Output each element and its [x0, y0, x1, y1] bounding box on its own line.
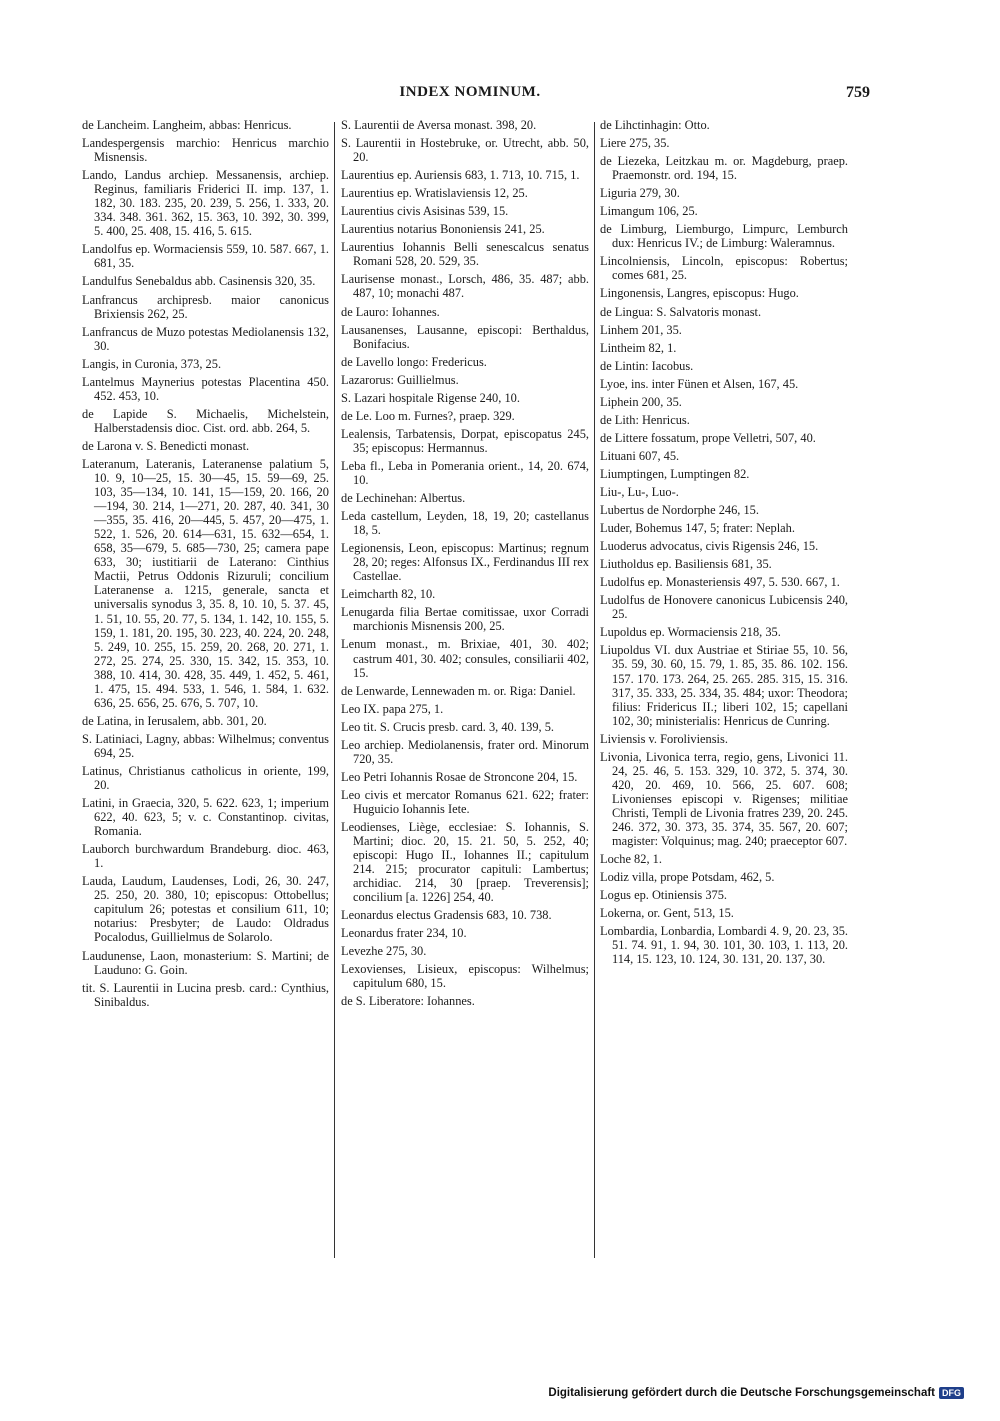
- index-entry: Laudunense, Laon, monasterium: S. Martini; de Lauduno: G. Goin.: [82, 948, 329, 977]
- index-column-2: [341, 118, 589, 1258]
- index-entry: de Le. Loo m. Furnes?, praep. 329.: [341, 408, 515, 423]
- index-entry: Landespergensis marchio: Henricus marchio Misnensis.: [82, 136, 329, 165]
- index-entry: Lyoe, ins. inter Fünen et Alsen, 167, 45.: [600, 376, 799, 391]
- index-entry: Laurentius notarius Bononiensis 241, 25.: [341, 222, 545, 237]
- index-entry: Lausanenses, Lausanne, episcopi: Berthaldus, Bonifacius.: [341, 322, 589, 351]
- index-entry: Lintheim 82, 1.: [600, 340, 677, 355]
- index-entry: S. Latiniaci, Lagny, abbas: Wilhelmus; conventus 694, 25.: [82, 731, 329, 760]
- index-entry: Liumptingen, Lumptingen 82.: [600, 466, 750, 481]
- index-entry: Lealensis, Tarbatensis, Dorpat, episcopatus 245, 35; episcopus: Hermannus.: [341, 426, 589, 455]
- index-entry: Laurentius ep. Wratislaviensis 12, 25.: [341, 186, 528, 201]
- index-entry: Leo archiep. Mediolanensis, frater ord. Minorum 720, 35.: [341, 737, 589, 766]
- index-entry: Leo tit. S. Crucis presb. card. 3, 40. 139, 5.: [341, 719, 555, 734]
- index-entry: de Lingua: S. Salvatoris monast.: [600, 304, 762, 319]
- index-entry: Leba fl., Leba in Pomerania orient., 14, 20. 674, 10.: [341, 458, 589, 487]
- index-entry: Leonardus frater 234, 10.: [341, 926, 467, 941]
- index-entry: de Lith: Henricus.: [600, 412, 690, 427]
- index-entry: Ludolfus de Honovere canonicus Lubicensis 240, 25.: [600, 593, 848, 622]
- index-entry: Leimcharth 82, 10.: [341, 587, 436, 602]
- index-entry: Lateranum, Lateranis, Lateranense palatium 5, 10. 9, 10—25, 15. 30—45, 15. 59—69, 25. 103, 35—134, 10. 141, 15—159, 20. 166, 20—194, 30. 214, 1—271, 20. 287, 40. 341, 30—355, 35. 416, 20—445, 5. 457, 20—475, 1. 522, 1. 526, 20. 614—631, 15. 632—654, 1. 658, 35—679, 5. 685—730, 25; camera pape 633, 30; iustitiarii de Laterano: Cinthius Mactii, Petrus Oddonis Rizuruli; concilium Lateranense a. 1215, generale, sancta et universalis synodus 3, 35. 8, 10. 10, 5. 37. 45, 1. 51, 10. 55, 20. 77, 5. 134, 1. 142, 10. 155, 5. 159, 1. 181, 20. 195, 30. 223, 40. 224, 20. 248, 5. 249, 10. 255, 15. 259, 20. 268, 20. 271, 1. 272, 25. 274, 25. 330, 15. 342, 15. 353, 10. 388, 10. 414, 30. 428, 35. 449, 1. 452, 5. 461, 1. 475, 15. 494. 533, 1. 546, 1. 584, 1. 632. 636, 25. 656, 25. 676, 5. 707, 10.: [82, 456, 329, 710]
- running-title: INDEX NOMINUM.: [399, 84, 541, 100]
- index-entry: Lupoldus ep. Wormaciensis 218, 35.: [600, 625, 781, 640]
- index-entry: Lanfrancus archipresb. maior canonicus Brixiensis 262, 25.: [82, 292, 329, 321]
- index-entry: de Lintin: Iacobus.: [600, 358, 694, 373]
- index-entry: Laurentius ep. Auriensis 683, 1. 713, 10. 715, 1.: [341, 168, 580, 183]
- index-entry: de Larona v. S. Benedicti monast.: [82, 438, 250, 453]
- index-entry: Luder, Bohemus 147, 5; frater: Neplah.: [600, 521, 795, 536]
- index-entry: S. Laurentii de Aversa monast. 398, 20.: [341, 118, 537, 132]
- index-entry: de Lenwarde, Lennewaden m. or. Riga: Daniel.: [341, 683, 576, 698]
- index-entry: Laurentius civis Asisinas 539, 15.: [341, 204, 509, 219]
- index-entry: Lexovienses, Lisieux, episcopus: Wilhelmus; capitulum 680, 15.: [341, 962, 589, 991]
- index-entry: Lanfrancus de Muzo potestas Mediolanensis 132, 30.: [82, 324, 329, 353]
- index-entry: de Lauro: Iohannes.: [341, 304, 440, 319]
- index-entry: Lingonensis, Langres, episcopus: Hugo.: [600, 286, 799, 301]
- index-entry: Lazarorus: Guillielmus.: [341, 372, 459, 387]
- index-entry: Loche 82, 1.: [600, 852, 662, 867]
- index-entry: Langis, in Curonia, 373, 25.: [82, 356, 222, 371]
- index-entry: Lincolniensis, Lincoln, episcopus: Robertus; comes 681, 25.: [600, 254, 848, 283]
- index-entry: de Lancheim. Langheim, abbas: Henricus.: [82, 118, 292, 132]
- index-entry: S. Lazari hospitale Rigense 240, 10.: [341, 390, 520, 405]
- index-entry: Liviensis v. Foroliviensis.: [600, 731, 728, 746]
- dfg-logo: DFG: [939, 1387, 964, 1399]
- index-entry: de Limburg, Liemburgo, Limpurc, Lemburch dux: Henricus IV.; de Limburg: Waleramnus.: [600, 222, 848, 251]
- page-footer: [548, 1387, 964, 1399]
- index-entry: de Lavello longo: Fredericus.: [341, 354, 487, 369]
- funding-note: Digitalisierung gefördert durch die Deutsche Forschungsgemeinschaft: [548, 1387, 935, 1399]
- index-entry: Leodienses, Liège, ecclesiae: S. Iohannis, S. Martini; dioc. 20, 15. 21. 50, 5. 252, 40; episcopi: Hugo II., Iohannes II.; capitulum 214. 215; procurator capituli: Lambertus; archidiac. 214, 30 [praep. Treverensis]; concilium [a. 1226] 254, 40.: [341, 819, 589, 905]
- index-entry: Lubertus de Nordorphe 246, 15.: [600, 503, 759, 518]
- index-entry: Leo civis et mercator Romanus 621. 622; frater: Huguicio Iohannis Iete.: [341, 787, 589, 816]
- index-entry: S. Laurentii in Hostebruke, or. Utrecht, abb. 50, 20.: [341, 136, 589, 165]
- index-entry: Lodiz villa, prope Potsdam, 462, 5.: [600, 870, 775, 885]
- index-entry: Leo IX. papa 275, 1.: [341, 701, 444, 716]
- index-entry: Lombardia, Lonbardia, Lombardi 4. 9, 20. 23, 35. 51. 74. 91, 1. 94, 30. 101, 30. 103, 1. 113, 20. 114, 15. 123, 10. 124, 30. 131, 20. 137, 30.: [600, 924, 848, 967]
- index-entry: Limangum 106, 25.: [600, 204, 698, 219]
- index-entry: Landulfus Senebaldus abb. Casinensis 320, 35.: [82, 274, 316, 289]
- index-entry: Ludolfus ep. Monasteriensis 497, 5. 530. 667, 1.: [600, 575, 840, 590]
- page-header: [80, 84, 870, 106]
- index-entry: de S. Liberatore: Iohannes.: [341, 994, 475, 1009]
- index-entry: Laurentius Iohannis Belli senescalcus senatus Romani 528, 20. 529, 35.: [341, 240, 589, 269]
- index-entry: de Latina, in Ierusalem, abb. 301, 20.: [82, 713, 267, 728]
- index-entry: Liupoldus VI. dux Austriae et Stiriae 55, 10. 56, 35. 59, 30. 60, 15. 79, 1. 85, 35. 86. 102. 156. 157. 170. 173. 264, 25. 265. 285. 315, 15. 316. 317, 35. 333, 25. 334, 35. 484; uxor: Theodora; filius: Fridericus II.; liberi 102, 15; capellani 102, 30; ministerialis: Henricus de Cunring.: [600, 643, 848, 728]
- index-entry: Levezhe 275, 30.: [341, 944, 427, 959]
- index-entry: Lokerna, or. Gent, 513, 15.: [600, 906, 734, 921]
- index-entry: de Lihctinhagin: Otto.: [600, 118, 710, 132]
- index-entry: Lenugarda filia Bertae comitissae, uxor Corradi marchionis Misnensis 200, 25.: [341, 605, 589, 634]
- index-entry: Liutholdus ep. Basiliensis 681, 35.: [600, 557, 772, 572]
- index-entry: de Liezeka, Leitzkau m. or. Magdeburg, praep. Praemonstr. ord. 194, 15.: [600, 154, 848, 183]
- index-entry: Lituani 607, 45.: [600, 448, 680, 463]
- index-entry: Linhem 201, 35.: [600, 322, 682, 337]
- index-entry: Lauborch burchwardum Brandeburg. dioc. 463, 1.: [82, 842, 329, 871]
- index-entry: Leda castellum, Leyden, 18, 19, 20; castellanus 18, 5.: [341, 509, 589, 538]
- index-entry: Legionensis, Leon, episcopus: Martinus; regnum 28, 20; reges: Alfonsus IX., Ferdinandus III rex Castellae.: [341, 541, 589, 584]
- index-column-3: [600, 118, 848, 1258]
- column-divider: [594, 122, 595, 1258]
- column-divider: [334, 122, 335, 1258]
- index-entry: Lando, Landus archiep. Messanensis, archiep. Reginus, familiaris Friderici II. imp. 137, 1. 182, 30. 183. 235, 20. 239, 5. 256, 1. 333, 20. 334. 348. 361. 362, 15. 363, 10. 392, 30. 399, 5. 400, 25. 408, 15. 416, 5. 615.: [82, 168, 329, 239]
- index-entry: Lantelmus Maynerius potestas Placentina 450. 452. 453, 10.: [82, 374, 329, 403]
- index-entry: de Littere fossatum, prope Velletri, 507, 40.: [600, 430, 816, 445]
- index-entry: Laurisense monast., Lorsch, 486, 35. 487; abb. 487, 10; monachi 487.: [341, 272, 589, 301]
- index-entry: Latinus, Christianus catholicus in oriente, 199, 20.: [82, 763, 329, 793]
- index-entry: Latini, in Graecia, 320, 5. 622. 623, 1; imperium 622, 40. 623, 5; v. c. Constantinop. civitas, Romania.: [82, 796, 329, 839]
- page-number: 759: [846, 84, 870, 101]
- index-entry: Landolfus ep. Wormaciensis 559, 10. 587. 667, 1. 681, 35.: [82, 242, 329, 271]
- index-entry: Liere 275, 35.: [600, 136, 670, 151]
- index-entry: Livonia, Livonica terra, regio, gens, Livonici 11. 24, 25. 46, 5. 153. 329, 10. 372, 5. 374, 30. 420, 20. 469, 10. 566, 25. 607. 608; Livonienses episcopi v. Rigenses; militiae Christi, Templi de Livonia fratres 239, 20. 245. 246. 372, 30. 373, 35. 374, 35. 567, 20. 607; magister: Volquinus; mag. 240; praeceptor 607.: [600, 749, 848, 849]
- index-entry: Liguria 279, 30.: [600, 186, 680, 201]
- index-entry: tit. S. Laurentii in Lucina presb. card.: Cynthius, Sinibaldus.: [82, 980, 329, 1009]
- index-entry: Liu-, Lu-, Luo-.: [600, 484, 679, 499]
- index-entry: Logus ep. Otiniensis 375.: [600, 888, 727, 903]
- index-entry: de Lapide S. Michaelis, Michelstein, Halberstadensis dioc. Cist. ord. abb. 264, 5.: [82, 406, 329, 435]
- index-column-1: [82, 118, 329, 1258]
- index-entry: Luoderus advocatus, civis Rigensis 246, 15.: [600, 539, 819, 554]
- index-entry: de Lechinehan: Albertus.: [341, 491, 466, 506]
- index-entry: Leo Petri Iohannis Rosae de Stroncone 204, 15.: [341, 769, 578, 784]
- index-entry: Lauda, Laudum, Laudenses, Lodi, 26, 30. 247, 25. 250, 20. 380, 10; episcopus: Ottobellus; capitulum 26; potestas et consilium 611, 10; notarius: Presbyter; de Laudo: Oldradus Pocalodus, Guillielmus de Solarolo.: [82, 874, 329, 945]
- index-entry: Lenum monast., m. Brixiae, 401, 30. 402; castrum 401, 30. 402; consules, consiliarii 402, 15.: [341, 637, 589, 680]
- index-entry: Leonardus electus Gradensis 683, 10. 738.: [341, 908, 552, 923]
- index-entry: Liphein 200, 35.: [600, 394, 682, 409]
